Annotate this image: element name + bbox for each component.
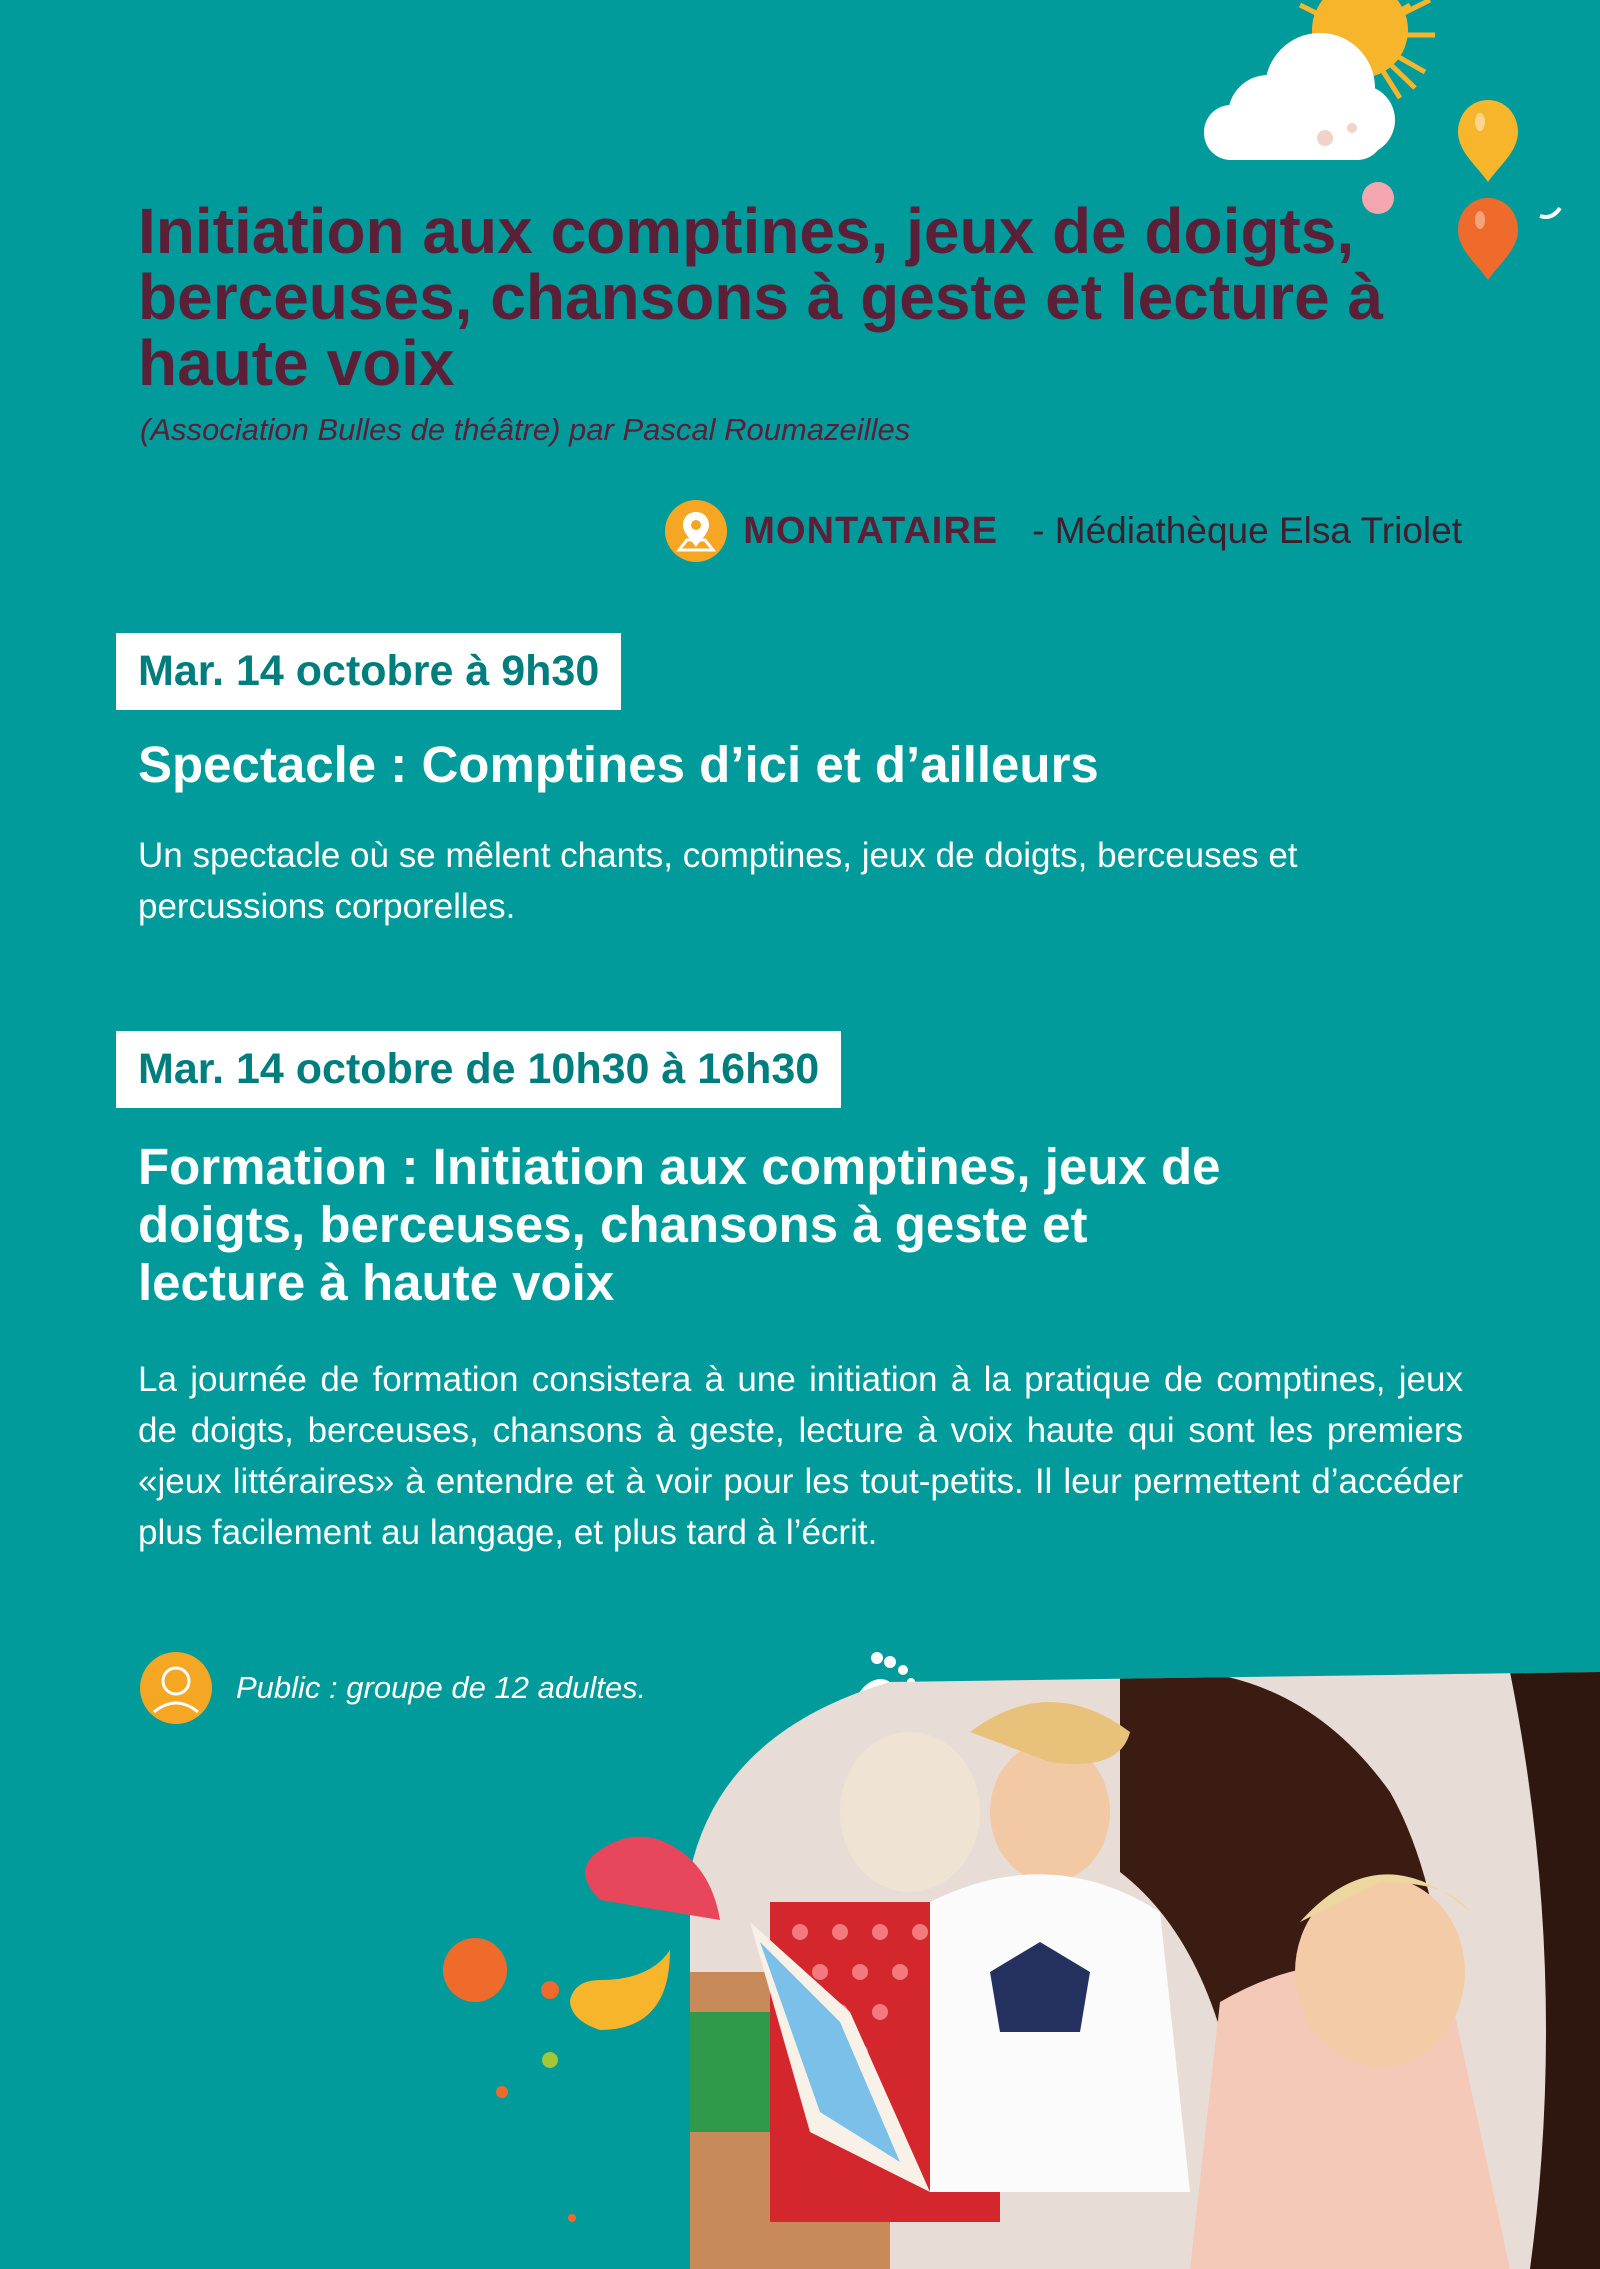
page-title: Initiation aux comptines, jeux de doigts, berceuses, chansons à geste et lecture à haute voix	[138, 195, 1384, 399]
person-icon	[140, 1652, 212, 1724]
location-pin-icon	[665, 500, 727, 562]
colorful-drops-decoration	[420, 1830, 740, 2230]
event-date-badge: Mar. 14 octobre de 10h30 à 16h30	[116, 1031, 841, 1108]
event-type: Spectacle :	[138, 736, 408, 793]
location	[665, 500, 1462, 562]
event-title	[138, 736, 1099, 794]
location-venue: - Médiathèque Elsa Triolet	[1032, 510, 1462, 551]
event-name: Initiation aux comptines, jeux de doigts, berceuses, chansons à geste et lecture à haute voix	[138, 1138, 1221, 1311]
event-type: Formation :	[138, 1138, 419, 1195]
subtitle: (Association Bulles de théâtre) par Pascal Roumazeilles	[140, 412, 911, 447]
event-date-badge: Mar. 14 octobre à 9h30	[116, 633, 621, 710]
location-city: MONTATAIRE	[743, 509, 999, 552]
public-text: Public : groupe de 12 adultes.	[236, 1670, 647, 1705]
event-description: Un spectacle où se mêlent chants, comptines, jeux de doigts, berceuses et percussions corporelles.	[138, 836, 1298, 926]
event-title	[138, 1138, 1228, 1312]
reading-photo	[690, 1672, 1600, 2269]
event-name: Comptines d’ici et d’ailleurs	[421, 736, 1099, 793]
orange-balloon-icon	[1458, 198, 1518, 280]
event-description: La journée de formation consistera à une initiation à la pratique de comptines, jeux de doigts, berceuses, chansons à geste, lecture à voix haute qui sont les premiers «jeux littéraires» à entendre et à voir pour les tout-petits. Il leur permettent d’accéder plus facilement au langage, et plus tard à l’écrit.	[138, 1360, 1463, 1552]
yellow-balloon-icon	[1458, 100, 1518, 182]
bird-icon	[1540, 208, 1560, 217]
public-info	[140, 1652, 646, 1724]
